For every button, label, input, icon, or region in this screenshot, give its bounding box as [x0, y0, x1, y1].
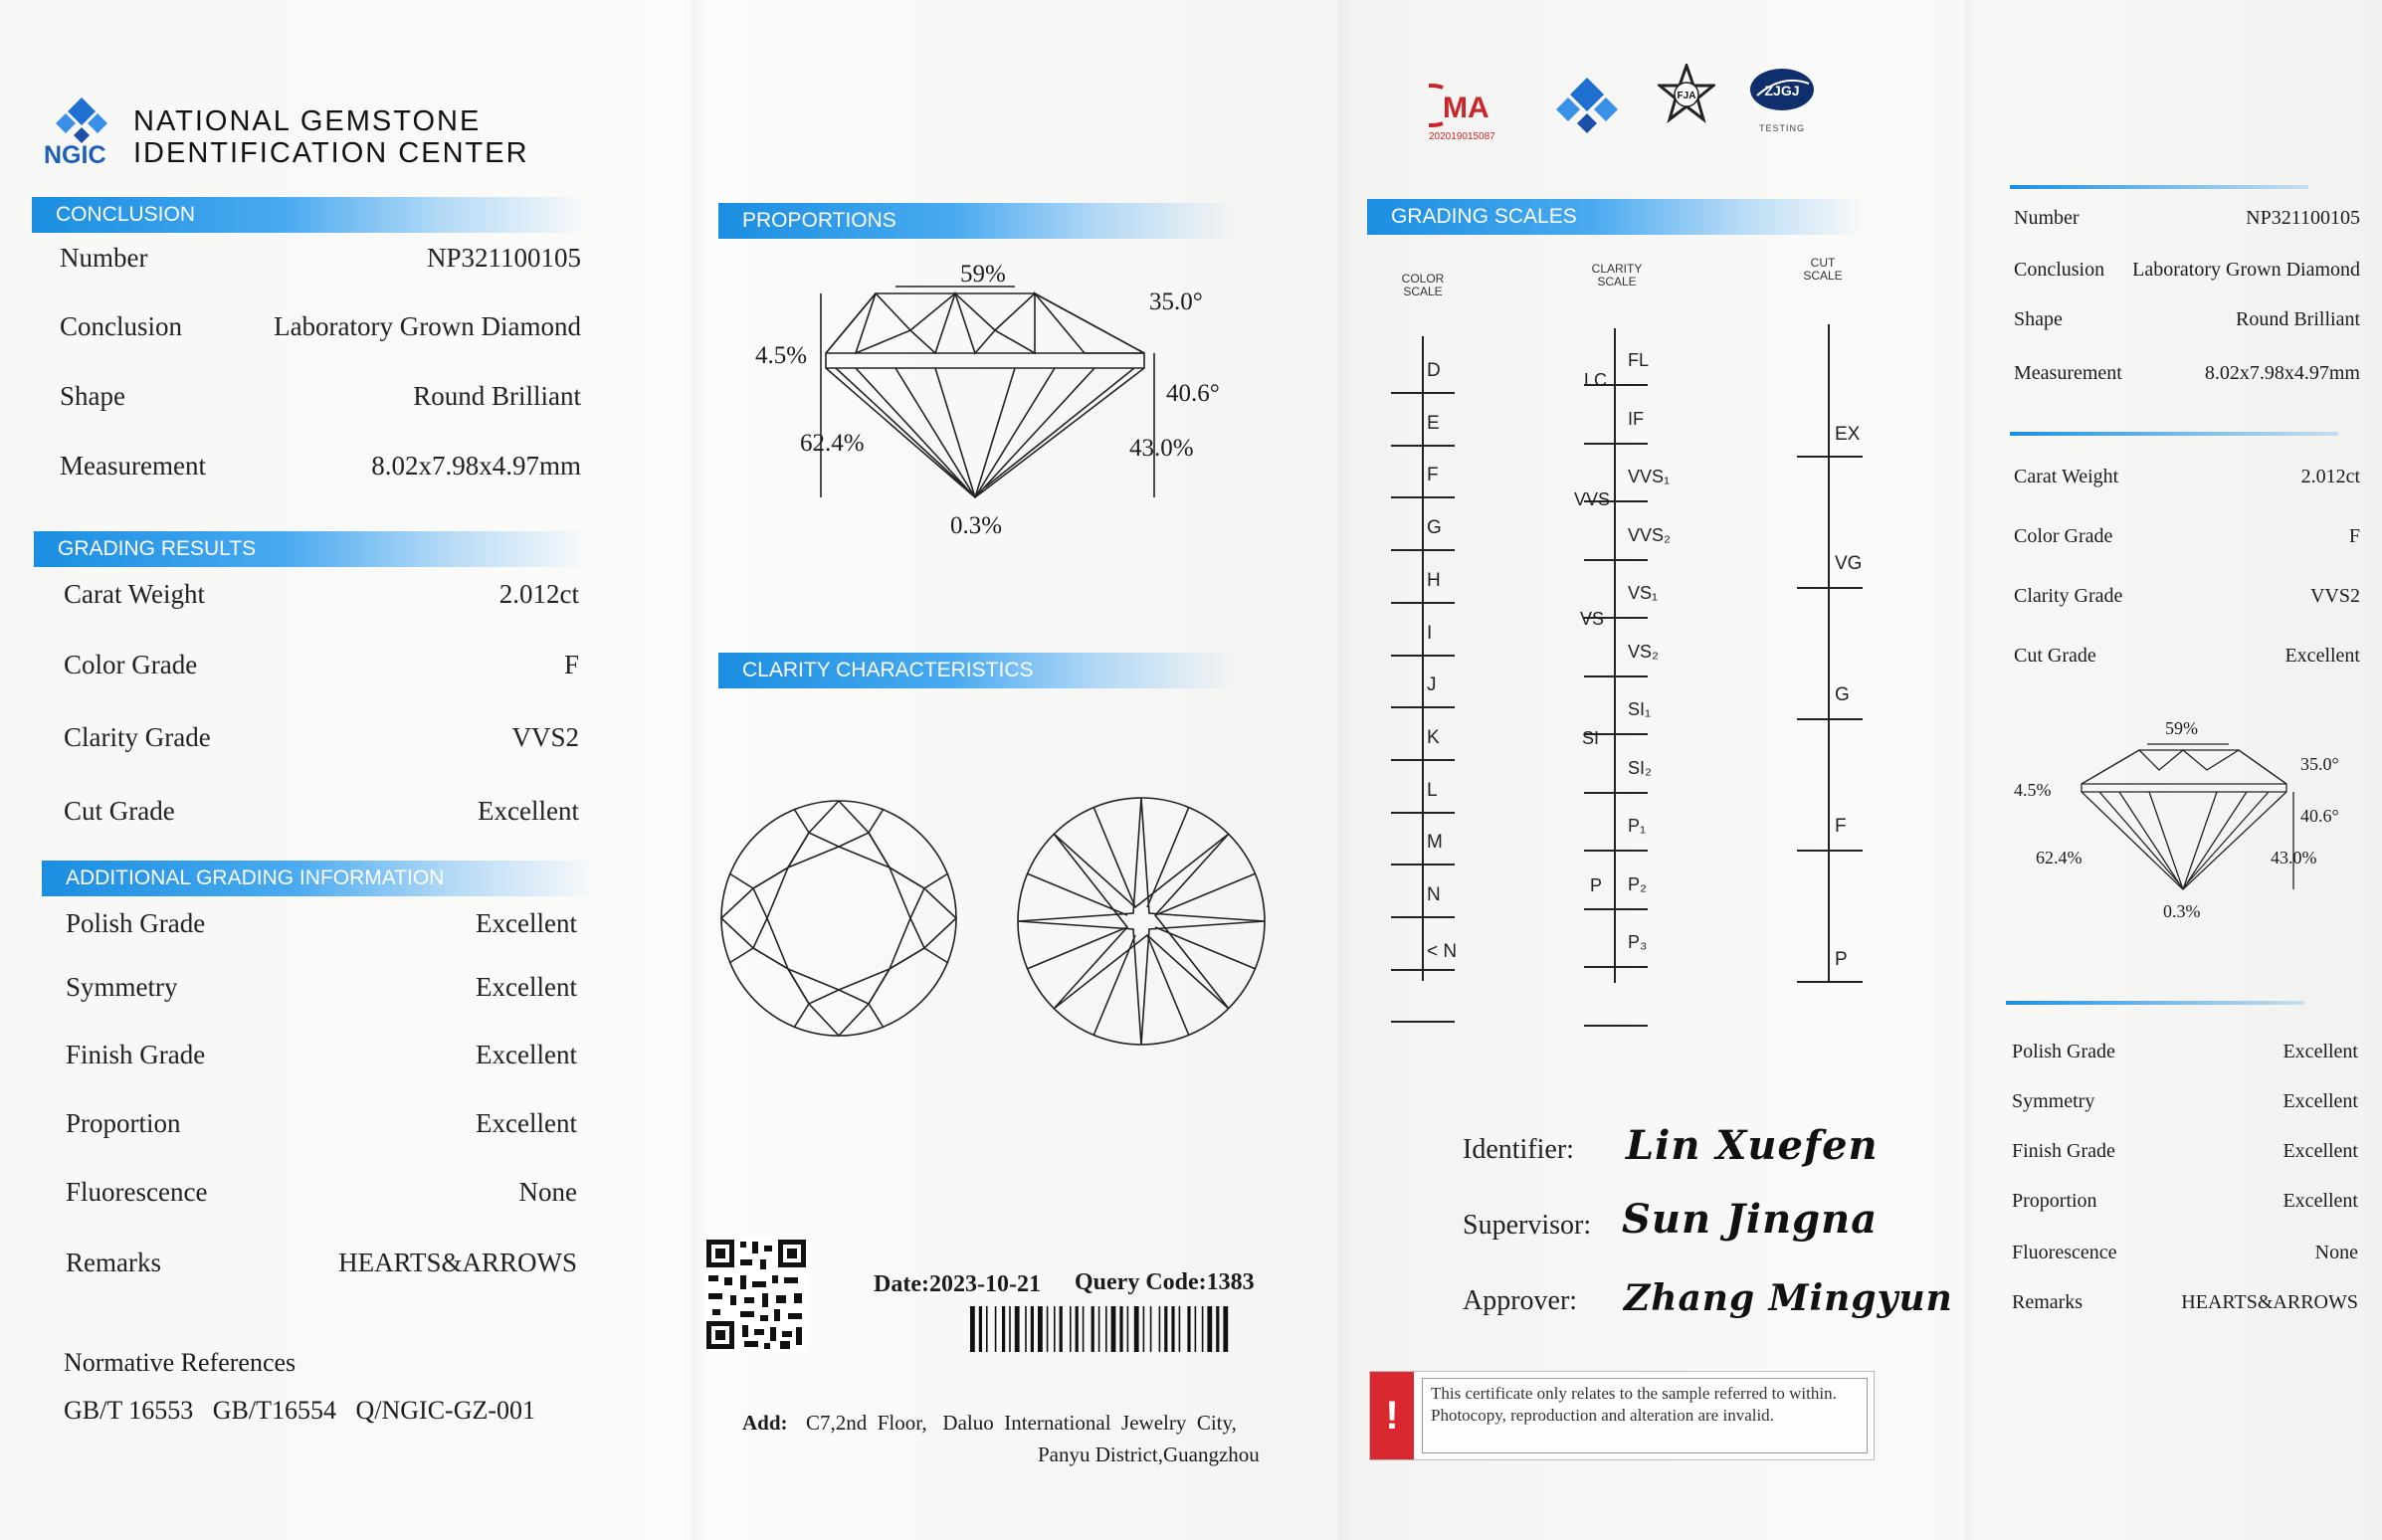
- color-grade-k: K: [1427, 726, 1440, 748]
- stub-pavilion-angle: 40.6°: [2300, 806, 2339, 826]
- testing-text: TESTING: [1759, 123, 1806, 133]
- scale-tick: [1584, 559, 1648, 561]
- additional-proportion-value: Excellent: [476, 1108, 577, 1138]
- stub-remarks-row: [2012, 1291, 2358, 1314]
- barcode-bar: [1150, 1306, 1152, 1352]
- barcode-bar: [1031, 1306, 1034, 1352]
- stub-clarity-grade-value: VVS2: [2309, 585, 2360, 607]
- stub-fluorescence-label: Fluorescence: [2012, 1242, 2117, 1263]
- conclusion-measurement-label: Measurement: [60, 451, 206, 481]
- grading-cut-grade-label: Cut Grade: [64, 796, 175, 826]
- conclusion-conclusion-value: Laboratory Grown Diamond: [274, 311, 581, 341]
- cut-grade-vg: VG: [1835, 553, 1863, 574]
- additional-symmetry-label: Symmetry: [66, 972, 178, 1002]
- additional-finish-grade-label: Finish Grade: [66, 1040, 206, 1069]
- additional-fluorescence-value: None: [518, 1177, 577, 1207]
- stub-crown-angle: 35.0°: [2300, 754, 2339, 774]
- stub-conclusion-value: Laboratory Grown Diamond: [2132, 259, 2360, 281]
- scale-tick: [1584, 850, 1648, 852]
- query-code: Query Code:1383: [1075, 1269, 1255, 1295]
- clarity-scale-title: CLARITY SCALE: [1591, 262, 1643, 289]
- grading-carat-weight-value: 2.012ct: [498, 579, 579, 609]
- scale-tick: [1391, 969, 1455, 971]
- section-grading-results: GRADING RESULTS: [34, 531, 591, 567]
- grading-clarity-grade-row: [64, 722, 579, 753]
- clarity-grade-3: VVS₂: [1628, 524, 1672, 545]
- disclaimer-box: [1369, 1371, 1875, 1460]
- barcode-bar: [1015, 1306, 1020, 1352]
- conclusion-conclusion-row: [60, 311, 581, 342]
- scale-tick: [1391, 392, 1455, 394]
- disclaimer-text: This certificate only relates to the sample referred to within. Photocopy, reproduction and alteration are invalid.: [1422, 1378, 1868, 1453]
- grading-cut-grade-value: Excellent: [478, 796, 579, 826]
- clarity-group-vs: VS: [1580, 609, 1605, 629]
- additional-remarks-label: Remarks: [66, 1248, 161, 1277]
- scale-tick: [1391, 916, 1455, 918]
- scale-tick: [1797, 718, 1863, 720]
- qr-code[interactable]: [704, 1238, 808, 1351]
- stub-finish-grade-value: Excellent: [2283, 1140, 2358, 1162]
- stub-symmetry-label: Symmetry: [2012, 1090, 2095, 1112]
- conclusion-measurement-value: 8.02x7.98x4.97mm: [371, 451, 581, 481]
- grading-clarity-grade-value: VVS2: [511, 722, 579, 752]
- scale-tick: [1797, 850, 1863, 852]
- scale-tick: [1391, 864, 1455, 866]
- clarity-grade-10: P₃: [1628, 932, 1648, 952]
- additional-polish-grade-row: [66, 908, 577, 939]
- cma-number: 202019015087: [1429, 131, 1495, 142]
- stub-divider: [2006, 1001, 2304, 1005]
- barcode-bar: [1009, 1306, 1011, 1352]
- barcode-bar: [995, 1306, 997, 1352]
- barcode-bar: [1202, 1306, 1204, 1352]
- grading-cut-grade-row: [64, 796, 579, 827]
- brand-line-1: NATIONAL GEMSTONE: [133, 105, 482, 137]
- fold-line: [692, 0, 705, 1540]
- section-conclusion: CONCLUSION: [32, 197, 589, 233]
- stub-fluorescence-row: [2012, 1242, 2358, 1264]
- additional-finish-grade-row: [66, 1040, 577, 1070]
- stub-carat-weight-row: [2014, 466, 2360, 488]
- stub-proportion-diagram: [2070, 736, 2318, 895]
- conclusion-number-label: Number: [60, 243, 148, 273]
- barcode-bar: [1098, 1306, 1100, 1352]
- warning-icon: !: [1370, 1372, 1414, 1459]
- ngic-mark-icon: [1552, 76, 1622, 135]
- color-scale-title: COLOR SCALE: [1401, 272, 1445, 298]
- issue-date: Date:2023-10-21: [874, 1271, 1041, 1297]
- barcode-bar: [1025, 1306, 1027, 1352]
- stub-number-row: [2014, 207, 2360, 230]
- approver-role: Approver:: [1463, 1285, 1578, 1316]
- address-label: Add:: [742, 1411, 788, 1435]
- barcode: [970, 1306, 1259, 1354]
- barcode-bar: [1070, 1306, 1072, 1352]
- stub-proportion-value: Excellent: [2283, 1190, 2358, 1212]
- stub-proportion-label: Proportion: [2012, 1190, 2097, 1212]
- additional-symmetry-value: Excellent: [476, 972, 577, 1002]
- color-grade-g: G: [1427, 517, 1442, 539]
- barcode-bar: [1143, 1306, 1145, 1352]
- table-pct: 59%: [960, 261, 1006, 288]
- clarity-grade-4: VS₁: [1628, 583, 1659, 603]
- color-grade-l: L: [1427, 779, 1438, 801]
- stub-girdle-pct: 4.5%: [2014, 780, 2052, 800]
- stub-finish-grade-row: [2012, 1140, 2358, 1163]
- supervisor-signature: Sun Jingna: [1622, 1196, 1879, 1243]
- stub-shape-row: [2014, 308, 2360, 331]
- clarity-grade-5: VS₂: [1628, 641, 1659, 662]
- total-depth: 62.4%: [800, 430, 865, 457]
- barcode-bar: [1002, 1306, 1005, 1352]
- fja-star-icon: [1658, 64, 1715, 127]
- scale-tick: [1797, 456, 1863, 458]
- scale-tick: [1584, 966, 1648, 968]
- scale-tick: [1391, 759, 1455, 761]
- pavilion-plot-diagram: [1011, 796, 1272, 1047]
- cma-mark-icon: [1429, 82, 1514, 129]
- additional-fluorescence-label: Fluorescence: [66, 1177, 208, 1207]
- girdle-pct: 4.5%: [755, 342, 808, 369]
- clarity-group-vvs: VVS: [1574, 489, 1611, 509]
- stub-pavilion-depth: 43.0%: [2271, 848, 2317, 867]
- stub-divider: [2010, 432, 2338, 436]
- scale-tick: [1797, 981, 1863, 983]
- barcode-bar: [1207, 1306, 1212, 1352]
- color-grade-m: M: [1427, 832, 1443, 854]
- stub-polish-grade-row: [2012, 1041, 2358, 1063]
- clarity-grade-9: P₂: [1628, 873, 1647, 894]
- color-grade-j: J: [1427, 674, 1437, 696]
- clarity-grade-8: P₁: [1628, 816, 1647, 836]
- address-line-1: C7,2nd Floor, Daluo International Jewelry City,: [806, 1411, 1237, 1435]
- scale-tick: [1391, 549, 1455, 551]
- stub-remarks-label: Remarks: [2012, 1291, 2084, 1313]
- color-grade-d: D: [1427, 360, 1441, 381]
- approver-signature: Zhang Mingyun: [1624, 1277, 1953, 1319]
- scale-tick: [1391, 812, 1455, 814]
- barcode-bar: [1179, 1306, 1181, 1352]
- scale-tick: [1391, 1021, 1455, 1023]
- barcode-bar: [1111, 1306, 1116, 1352]
- clarity-group-lc: LC: [1584, 370, 1608, 390]
- normative-refs: GB/T 16553 GB/T16554 Q/NGIC-GZ-001: [64, 1396, 536, 1425]
- section-clarity: CLARITY CHARACTERISTICS: [718, 653, 1236, 688]
- stub-fluorescence-value: None: [2314, 1242, 2358, 1263]
- stub-clarity-grade-label: Clarity Grade: [2014, 585, 2123, 607]
- stub-measurement-value: 8.02x7.98x4.97mm: [2204, 362, 2360, 384]
- fold-line: [1965, 0, 1979, 1540]
- stub-polish-grade-label: Polish Grade: [2012, 1041, 2115, 1062]
- stub-remarks-value: HEARTS&ARROWS: [2181, 1291, 2358, 1313]
- conclusion-number-value: NP321100105: [426, 243, 581, 273]
- color-grade-e: E: [1427, 412, 1440, 434]
- color-grade-f: F: [1427, 465, 1439, 486]
- scale-tick: [1797, 587, 1863, 589]
- color-grade-i: I: [1427, 622, 1433, 644]
- scale-tick: [1391, 496, 1455, 498]
- cut-grade-ex: EX: [1835, 424, 1861, 445]
- barcode-bar: [1164, 1306, 1167, 1352]
- barcode-bar: [1171, 1306, 1174, 1352]
- clarity-scale-axis: [1614, 328, 1616, 983]
- scale-tick: [1584, 443, 1648, 445]
- fja-text: FJA: [1677, 91, 1696, 101]
- stub-divider: [2010, 185, 2308, 189]
- cut-scale-axis: [1828, 324, 1830, 983]
- stub-cut-grade-label: Cut Grade: [2014, 645, 2096, 667]
- stub-table-pct: 59%: [2165, 718, 2198, 738]
- grading-color-grade-label: Color Grade: [64, 650, 198, 679]
- stub-clarity-grade-row: [2014, 585, 2360, 608]
- additional-proportion-label: Proportion: [66, 1108, 181, 1138]
- additional-finish-grade-value: Excellent: [476, 1040, 577, 1069]
- cut-scale-title: CUT SCALE: [1803, 256, 1843, 283]
- clarity-grade-0: FL: [1628, 350, 1650, 370]
- conclusion-shape-value: Round Brilliant: [413, 381, 581, 411]
- clarity-group-p: P: [1590, 875, 1603, 895]
- scale-tick: [1391, 445, 1455, 447]
- barcode-bar: [970, 1306, 975, 1352]
- barcode-bar: [979, 1306, 982, 1352]
- additional-polish-grade-label: Polish Grade: [66, 908, 206, 938]
- stub-color-grade-value: F: [2348, 525, 2360, 547]
- color-grade-n: N: [1427, 884, 1441, 905]
- clarity-grade-6: SI₁: [1628, 699, 1652, 719]
- zjgj-text: ZJGJ: [1764, 83, 1800, 98]
- color-grade--n: < N: [1427, 940, 1458, 962]
- grading-clarity-grade-label: Clarity Grade: [64, 722, 211, 752]
- section-proportions: PROPORTIONS: [718, 203, 1236, 239]
- section-grading-scales: GRADING SCALES: [1367, 199, 1865, 235]
- additional-symmetry-row: [66, 972, 577, 1003]
- additional-remarks-row: [66, 1248, 577, 1278]
- barcode-bar: [1119, 1306, 1122, 1352]
- barcode-bar: [1083, 1306, 1085, 1352]
- cut-grade-g: G: [1835, 684, 1850, 705]
- barcode-bar: [1060, 1306, 1063, 1352]
- additional-fluorescence-row: [66, 1177, 577, 1208]
- stub-number-label: Number: [2014, 207, 2080, 229]
- pavilion-angle: 40.6°: [1166, 380, 1220, 407]
- scale-tick: [1391, 602, 1455, 604]
- additional-polish-grade-value: Excellent: [476, 908, 577, 938]
- color-grade-h: H: [1427, 569, 1441, 591]
- stub-carat-weight-label: Carat Weight: [2014, 466, 2119, 487]
- fold-line: [1338, 0, 1352, 1540]
- conclusion-shape-label: Shape: [60, 381, 125, 411]
- additional-remarks-value: HEARTS&ARROWS: [338, 1248, 577, 1277]
- pavilion-depth: 43.0%: [1129, 435, 1194, 462]
- stub-culet-pct: 0.3%: [2163, 901, 2201, 921]
- stub-finish-grade-label: Finish Grade: [2012, 1140, 2115, 1162]
- crown-plot-diagram: [716, 796, 961, 1041]
- barcode-bar: [1127, 1306, 1129, 1352]
- barcode-bar: [1038, 1306, 1043, 1352]
- stub-symmetry-row: [2012, 1090, 2358, 1113]
- identifier-role: Identifier:: [1463, 1134, 1574, 1165]
- barcode-bar: [1092, 1306, 1094, 1352]
- stub-symmetry-value: Excellent: [2283, 1090, 2358, 1112]
- barcode-bar: [1187, 1306, 1190, 1352]
- scale-tick: [1584, 675, 1648, 677]
- barcode-bar: [1054, 1306, 1056, 1352]
- conclusion-measurement-row: [60, 451, 581, 481]
- stub-cut-grade-value: Excellent: [2284, 645, 2360, 667]
- conclusion-conclusion-label: Conclusion: [60, 311, 183, 341]
- scale-tick: [1584, 1025, 1648, 1027]
- clarity-grade-2: VVS₁: [1628, 467, 1671, 486]
- conclusion-shape-row: [60, 381, 581, 412]
- grading-carat-weight-row: [64, 579, 579, 610]
- stub-color-grade-row: [2014, 525, 2360, 548]
- grading-color-grade-row: [64, 650, 579, 680]
- zjgj-mark-icon: [1747, 66, 1817, 115]
- stub-color-grade-label: Color Grade: [2014, 525, 2113, 547]
- barcode-bar: [1105, 1306, 1107, 1352]
- crown-angle: 35.0°: [1149, 289, 1203, 315]
- ngic-logo-icon: [52, 96, 111, 143]
- stub-measurement-row: [2014, 362, 2360, 385]
- stub-conclusion-label: Conclusion: [2014, 259, 2105, 281]
- barcode-bar: [1047, 1306, 1049, 1352]
- identifier-signature: Lin Xuefen: [1626, 1122, 1879, 1169]
- grading-color-grade-value: F: [563, 650, 579, 679]
- barcode-bar: [1134, 1306, 1139, 1352]
- stub-polish-grade-value: Excellent: [2283, 1041, 2358, 1062]
- stub-carat-weight-value: 2.012ct: [2300, 466, 2360, 487]
- clarity-grade-1: IF: [1628, 408, 1644, 429]
- stub-cut-grade-row: [2014, 645, 2360, 668]
- barcode-bar: [1223, 1306, 1228, 1352]
- barcode-bar: [1159, 1306, 1161, 1352]
- cut-grade-p: P: [1835, 949, 1848, 970]
- stub-proportion-row: [2012, 1190, 2358, 1213]
- stub-measurement-label: Measurement: [2014, 362, 2122, 384]
- scale-tick: [1391, 655, 1455, 657]
- cma-text: MA: [1443, 92, 1489, 124]
- scale-tick: [1584, 792, 1648, 794]
- stub-shape-label: Shape: [2014, 308, 2063, 330]
- color-scale-axis: [1422, 336, 1424, 981]
- additional-proportion-row: [66, 1108, 577, 1139]
- scale-tick: [1584, 908, 1648, 910]
- scale-tick: [1391, 706, 1455, 708]
- grading-carat-weight-label: Carat Weight: [64, 579, 206, 609]
- barcode-bar: [986, 1306, 988, 1352]
- cut-grade-f: F: [1835, 816, 1847, 837]
- address-line-2: Panyu District,Guangzhou: [1038, 1443, 1260, 1466]
- conclusion-number-row: [60, 243, 581, 274]
- stub-total-depth: 62.4%: [2036, 848, 2083, 867]
- barcode-bar: [1195, 1306, 1197, 1352]
- brand-line-2: IDENTIFICATION CENTER: [133, 137, 529, 169]
- clarity-grade-7: SI₂: [1628, 757, 1652, 778]
- normative-title: Normative References: [64, 1348, 297, 1377]
- stub-number-value: NP321100105: [2246, 207, 2360, 229]
- supervisor-role: Supervisor:: [1463, 1210, 1592, 1241]
- culet-pct: 0.3%: [950, 512, 1003, 539]
- barcode-bar: [1076, 1306, 1079, 1352]
- section-additional: ADDITIONAL GRADING INFORMATION: [42, 861, 599, 896]
- clarity-group-si: SI: [1582, 728, 1600, 748]
- stub-shape-value: Round Brilliant: [2236, 308, 2360, 330]
- barcode-bar: [1216, 1306, 1219, 1352]
- stub-conclusion-row: [2014, 259, 2360, 282]
- ngic-logo-text: NGIC: [44, 141, 106, 169]
